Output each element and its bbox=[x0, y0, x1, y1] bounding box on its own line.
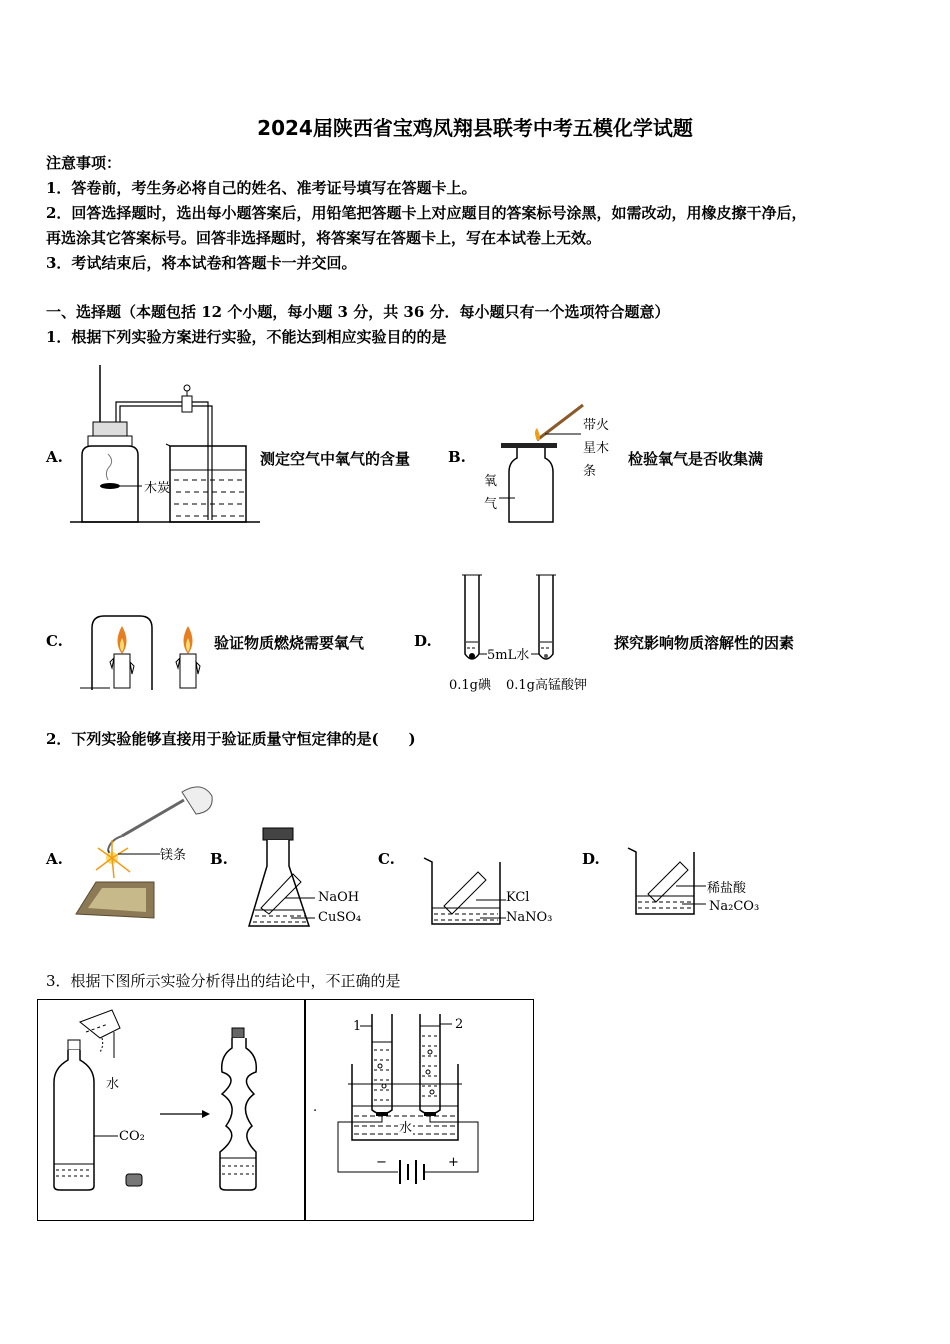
q1-stem: 1．根据下列实验方案进行实验，不能达到相应实验目的的是 bbox=[46, 328, 447, 346]
q1-option-a-caption: 测定空气中氧气的含量 bbox=[260, 450, 411, 468]
label-tube-2: 2 bbox=[455, 1017, 464, 1032]
q1-option-a-letter: A. bbox=[46, 448, 63, 466]
q1-option-d-caption: 探究影响物质溶解性的因素 bbox=[614, 634, 795, 652]
label-nano3: NaNO₃ bbox=[506, 910, 553, 925]
q1-option-b-letter: B. bbox=[448, 448, 466, 466]
page-title: 2024届陕西省宝鸡凤翔县联考中考五模化学试题 bbox=[257, 116, 693, 140]
q2-c-apparatus bbox=[420, 852, 510, 932]
q3-left-apparatus bbox=[40, 1002, 302, 1218]
notice-item-2-cont: 再选涂其它答案标号。回答非选择题时，将答案写在答题卡上，写在本试卷上无效。 bbox=[46, 229, 602, 247]
label-negative: − bbox=[376, 1155, 387, 1170]
dot-mark: . bbox=[313, 1100, 318, 1115]
q2-option-c-letter: C. bbox=[378, 850, 395, 868]
q2-a-apparatus bbox=[72, 774, 212, 926]
label-water-left: 水 bbox=[106, 1077, 120, 1092]
q3-right-apparatus bbox=[308, 1002, 530, 1214]
q1-option-b-caption: 检验氧气是否收集满 bbox=[628, 450, 764, 468]
label-5ml-water: 5mL水 bbox=[487, 648, 530, 663]
q1-a-apparatus bbox=[70, 360, 260, 530]
label-na2co3: Na₂CO₃ bbox=[709, 899, 760, 914]
label-tube-1: 1 bbox=[353, 1019, 362, 1034]
notice-heading: 注意事项： bbox=[46, 154, 122, 172]
q3-stem: 3．根据下图所示实验分析得出的结论中，不正确的是 bbox=[46, 972, 401, 990]
notice-item-2: 2．回答选择题时，选出每小题答案后，用铅笔把答题卡上对应题目的答案标号涂黑，如需改动，用橡皮擦干净后， bbox=[46, 204, 807, 222]
label-oxygen-1: 氧 bbox=[484, 474, 498, 489]
label-iodine: 0.1g碘 bbox=[449, 678, 491, 693]
label-splint-1: 带火 bbox=[583, 418, 610, 433]
label-splint-2: 星木 bbox=[583, 441, 610, 456]
label-charcoal: 木炭 bbox=[144, 481, 171, 496]
label-splint-3: 条 bbox=[583, 464, 597, 479]
label-water-right: 水 bbox=[398, 1117, 413, 1136]
q1-b-apparatus bbox=[495, 400, 595, 530]
section-heading: 一、选择题（本题包括 12 个小题，每小题 3 分，共 36 分．每小题只有一个选项符合题意） bbox=[46, 303, 670, 321]
q2-option-d-letter: D. bbox=[582, 850, 600, 868]
notice-item-1: 1．答卷前，考生务必将自己的姓名、准考证号填写在答题卡上。 bbox=[46, 179, 477, 197]
q2-stem: 2．下列实验能够直接用于验证质量守恒定律的是( ) bbox=[46, 730, 416, 748]
q1-option-c-letter: C. bbox=[46, 632, 63, 650]
q2-d-apparatus bbox=[626, 844, 716, 920]
label-cuso4: CuSO₄ bbox=[318, 910, 362, 925]
q1-c-apparatus bbox=[80, 610, 210, 692]
label-co2: CO₂ bbox=[119, 1129, 145, 1144]
label-positive: + bbox=[448, 1155, 459, 1170]
label-kcl: KCl bbox=[506, 890, 530, 905]
notice-item-3: 3．考试结束后，将本试卷和答题卡一并交回。 bbox=[46, 254, 357, 272]
q2-option-a-letter: A. bbox=[46, 850, 63, 868]
label-naoh: NaOH bbox=[318, 890, 360, 905]
q2-option-b-letter: B. bbox=[210, 850, 228, 868]
label-kmno4: 0.1g高锰酸钾 bbox=[506, 678, 587, 693]
q2-b-apparatus bbox=[245, 826, 325, 930]
label-magnesium: 镁条 bbox=[160, 848, 187, 863]
label-hcl: 稀盐酸 bbox=[707, 881, 747, 896]
q3-figure-divider bbox=[304, 999, 306, 1221]
q1-option-c-caption: 验证物质燃烧需要氧气 bbox=[214, 634, 365, 652]
label-oxygen-2: 气 bbox=[484, 497, 498, 512]
q1-option-d-letter: D. bbox=[414, 632, 432, 650]
